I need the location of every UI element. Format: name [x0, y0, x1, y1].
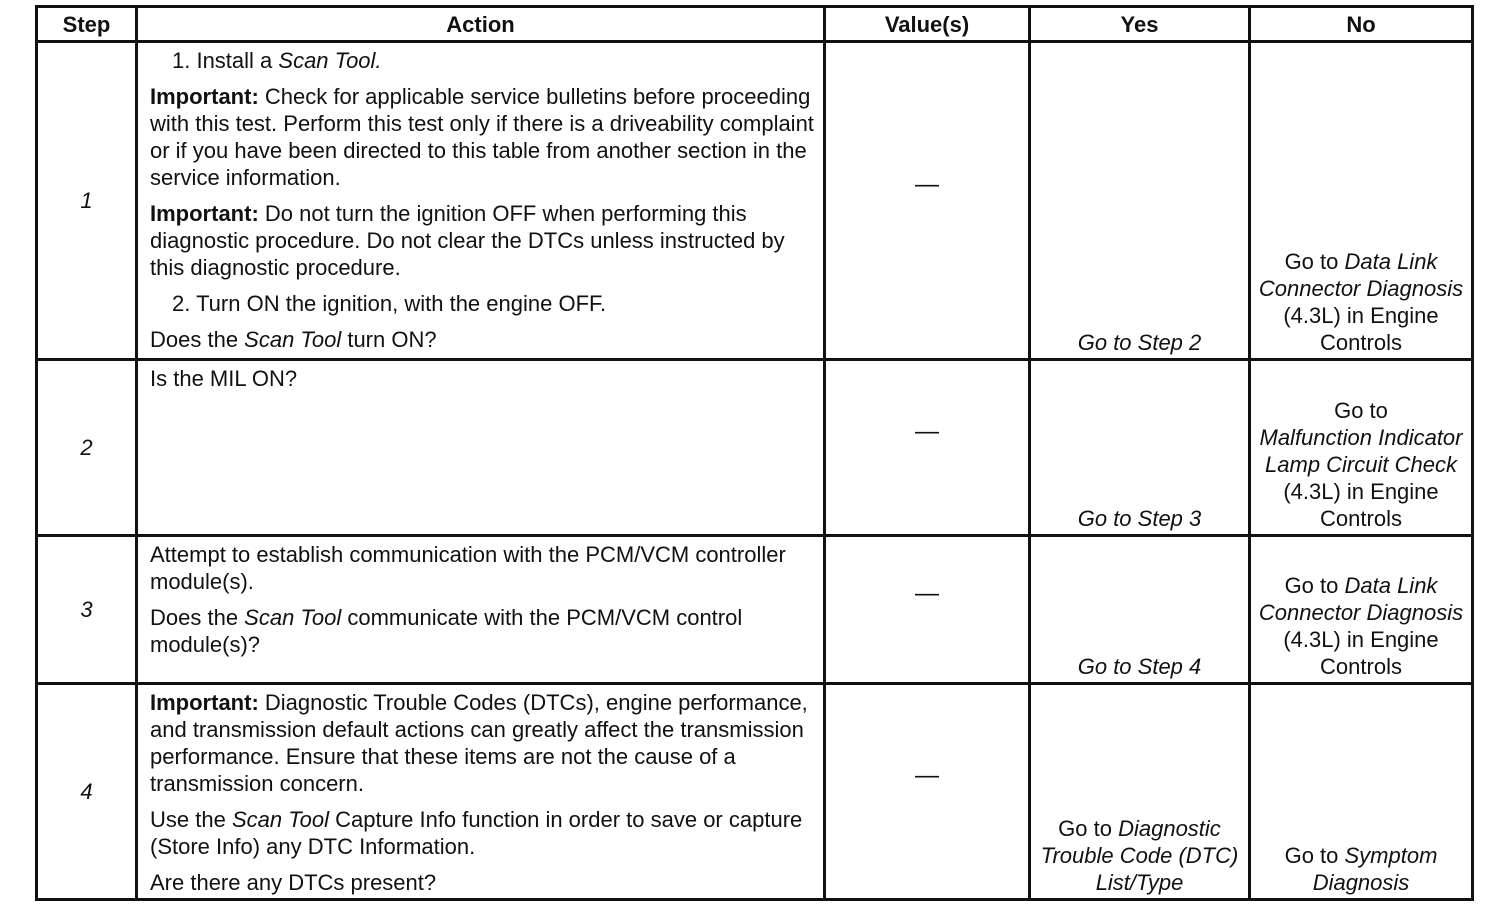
step-number: 4: [37, 684, 137, 900]
no-text: (4.3L) in Engine Controls: [1283, 627, 1439, 679]
action-question: [150, 604, 815, 658]
yes-text: Go to: [1058, 816, 1119, 841]
value-cell: [825, 536, 1030, 684]
value-cell: [825, 360, 1030, 536]
no-text: (4.3L) in Engine Controls: [1283, 303, 1439, 355]
action-instruction: [150, 47, 815, 74]
yes-cell: [1030, 360, 1250, 536]
action-cell: [137, 42, 825, 360]
header-step: Step: [37, 7, 137, 42]
no-text: (4.3L) in Engine Controls: [1283, 479, 1439, 531]
no-text: Go to: [1284, 573, 1345, 598]
important-note: [150, 83, 815, 191]
action-cell: [137, 536, 825, 684]
yes-link-go-to-step-2[interactable]: Go to Step 2: [1077, 330, 1202, 355]
important-note: [150, 200, 815, 281]
value-dash: —: [915, 171, 939, 198]
header-action: Action: [137, 7, 825, 42]
no-text-italic: Data Link Connector Diagnosis: [1258, 249, 1464, 301]
action-text-italic: Scan Tool.: [278, 48, 382, 73]
step-number: 1: [37, 42, 137, 360]
no-link-symptom-diagnosis[interactable]: [1285, 843, 1438, 895]
header-values: Value(s): [825, 7, 1030, 42]
action-cell: [137, 684, 825, 900]
table-row-step-4: [37, 684, 1473, 900]
no-text-italic: Symptom Diagnosis: [1312, 843, 1438, 895]
action-text-italic: Scan Tool: [231, 807, 329, 832]
yes-text-italic: Diagnostic Trouble Code (DTC) List/Type: [1040, 816, 1239, 895]
no-text: Go to: [1334, 398, 1388, 423]
yes-link-go-to-step-4[interactable]: Go to Step 4: [1077, 654, 1202, 679]
table-row-step-2: [37, 360, 1473, 536]
no-cell: [1250, 42, 1473, 360]
question-text: Does the: [150, 327, 245, 352]
action-text: 1. Install a: [172, 48, 279, 73]
action-instruction: [150, 806, 815, 860]
important-label: Important:: [150, 84, 259, 109]
no-text: Go to: [1284, 249, 1345, 274]
question-text: turn ON?: [341, 327, 437, 352]
action-question: Are there any DTCs present?: [150, 870, 437, 895]
important-text: Do not turn the ignition OFF when performing this diagnostic procedure. Do not clear the DTCs unless instructed by this diagnostic procedure.: [150, 201, 785, 280]
value-cell: [825, 684, 1030, 900]
action-cell: [137, 360, 825, 536]
value-cell: [825, 42, 1030, 360]
no-link-data-link-connector-diagnosis[interactable]: [1259, 573, 1463, 679]
important-label: Important:: [150, 690, 259, 715]
question-text: communicate with the PCM/VCM control module(s)?: [150, 605, 743, 657]
yes-cell: [1030, 536, 1250, 684]
no-text-italic: Data Link Connector Diagnosis: [1258, 573, 1464, 625]
action-text: Use the: [150, 807, 232, 832]
yes-cell: [1030, 684, 1250, 900]
question-text-italic: Scan Tool: [244, 327, 342, 352]
header-no: No: [1250, 7, 1473, 42]
action-instruction: Attempt to establish communication with the PCM/VCM controller module(s).: [150, 542, 786, 594]
step-number: 2: [37, 360, 137, 536]
no-cell: [1250, 360, 1473, 536]
no-text-italic: Malfunction Indicator Lamp Circuit Check: [1259, 425, 1463, 477]
no-link-malfunction-indicator-lamp-circuit-check[interactable]: [1255, 397, 1467, 532]
header-row: [37, 7, 1473, 42]
no-text: Go to: [1284, 843, 1345, 868]
step-number: 3: [37, 536, 137, 684]
value-dash: —: [915, 762, 939, 789]
yes-link-diagnostic-trouble-code-list[interactable]: [1041, 816, 1239, 895]
action-question: Is the MIL ON?: [150, 366, 298, 391]
important-text: Check for applicable service bulletins before proceeding with this test. Perform this test only if there is a driveability complaint or if you have been directed to this table from another section in the service information.: [150, 84, 814, 190]
question-text: Does the: [150, 605, 245, 630]
no-cell: [1250, 684, 1473, 900]
action-instruction: 2. Turn ON the ignition, with the engine OFF.: [172, 291, 607, 316]
value-dash: —: [915, 580, 939, 607]
important-note: [150, 689, 815, 797]
yes-cell: [1030, 42, 1250, 360]
header-yes: Yes: [1030, 7, 1250, 42]
diagnostic-table: [35, 5, 1474, 901]
table-row-step-3: [37, 536, 1473, 684]
table-row-step-1: [37, 42, 1473, 360]
question-text-italic: Scan Tool: [244, 605, 342, 630]
important-text: Diagnostic Trouble Codes (DTCs), engine performance, and transmission default actions can greatly affect the transmission performance. Ensure that these items are not the cause of a transmission concern.: [150, 690, 808, 796]
value-dash: —: [915, 418, 939, 445]
no-cell: [1250, 536, 1473, 684]
action-text: Capture Info function in order to save or capture (Store Info) any DTC Information.: [150, 807, 803, 859]
no-link-data-link-connector-diagnosis[interactable]: [1259, 249, 1463, 355]
important-label: Important:: [150, 201, 259, 226]
action-question: [150, 326, 815, 353]
yes-link-go-to-step-3[interactable]: Go to Step 3: [1077, 506, 1202, 531]
